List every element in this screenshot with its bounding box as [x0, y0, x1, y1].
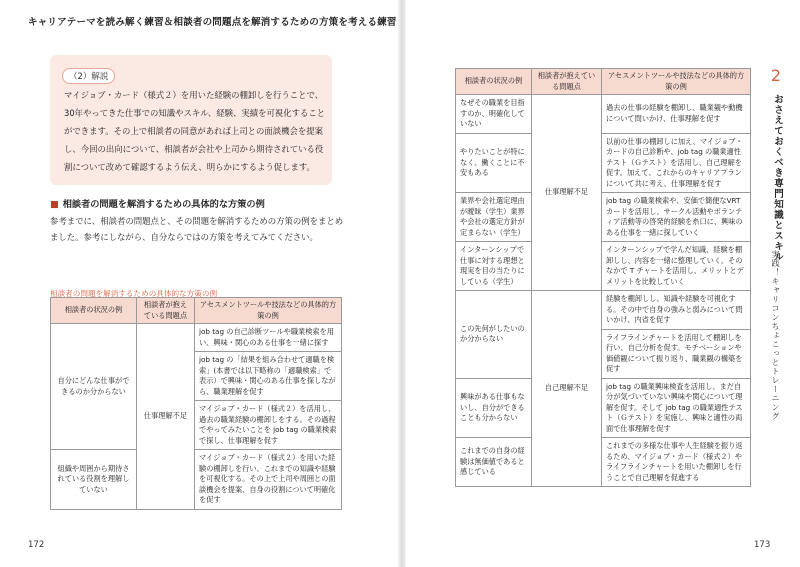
- square-bullet-icon: ■: [50, 199, 59, 210]
- explanation-text: マイジョブ・カード（様式２）を用いた経験の棚卸しを行うことで、30年やってきた仕事での知識やスキル、経験、実績を可視化することができます。その上で相談者の同意があれば上司との面談機会を提案し、今回の出向について、相談者が会社や上司から期待されている役割について改めて確認するよう伝え、明らかにするよう促します。: [64, 90, 326, 172]
- strategy-table-left: [50, 297, 342, 510]
- measure-cell: ライフラインチャートを活用して棚卸しを行い、自己分析を促す。モチベーションや価値観について振り返り、職業観の構築を促す: [602, 329, 751, 378]
- book-gutter: [398, 0, 406, 567]
- situation-cell: 自分にどんな仕事ができるのか分からない: [51, 324, 137, 450]
- measure-cell: job tag の職業検索や、安価で簡便なVRT カードを活用し、サークル活動やボランティア活動等の啓発的経験を糸口に、興味のある仕事を一緒に探していく: [602, 193, 751, 242]
- measure-cell: マイジョブ・カード（様式２）を活用し、過去の職業経験の棚卸しをする。その過程でやってみたいことを job tag の職業検索で探し、仕事理解を促す: [195, 401, 342, 450]
- situation-cell: 興味がある仕事もないし、自分ができることも分からない: [456, 378, 532, 438]
- problem-cell: 仕事理解不足: [532, 95, 602, 291]
- table-header: 相談者が抱えている問題点: [137, 298, 195, 324]
- section-heading: [50, 196, 265, 210]
- situation-cell: なぜその職業を目指すのか、明確化していない: [456, 95, 532, 134]
- problem-cell: 仕事理解不足: [137, 324, 195, 510]
- chapter-side-subtitle: 実践！キャリコンちょこっとトレーニング: [771, 250, 780, 421]
- table-header: 相談者の状況の例: [456, 69, 532, 95]
- measure-cell: 経験を棚卸しし、知識や経験を可視化する。その中で自身の強みと弱みについて問いかけ、内省を促す: [602, 291, 751, 330]
- measure-cell: job tag の職業興味検査を活用し、まだ自分が気づいていない興味や関心について理解を促す。そして job tag の職業適性テスト（Ｇテスト）を実施し、興味と適性の両面で仕事理解を促す: [602, 378, 751, 438]
- strategy-table-right: [455, 68, 751, 487]
- section-heading-text: 相談者の問題を解消するための具体的な方策の例: [62, 199, 265, 210]
- situation-cell: やりたいことが特になく、働くことに不安もある: [456, 133, 532, 193]
- measure-cell: job tag の「結果を組み合わせて適職を検索」(本書では以下略称の「適職検索」で表示）で興味・関心のある仕事を探しながら、職業理解を促す: [195, 352, 342, 401]
- problem-cell: 自己理解不足: [532, 291, 602, 487]
- section-text: 参考までに、相談者の問題点と、その問題を解消するための方策の例をまとめました。参考にしながら、自分ならではの方策を考えてみてください。: [50, 216, 344, 242]
- table-header: 相談者の状況の例: [51, 298, 137, 324]
- chapter-side-title: おさえておくべき専門知識とスキル: [772, 94, 783, 262]
- measure-cell: 以前の仕事の棚卸しに加え、マイジョブ・カードの自己診断や、job tag の職業適性テスト（Ｇテスト）を活用し、自己理解を促す。加えて、これからのキャリアプランについて共に考え、仕事理解を促す: [602, 133, 751, 193]
- situation-cell: 業界や会社選定理由が曖昧（学生）業界や会社の選定方針が定まらない（学生）: [456, 193, 532, 242]
- chapter-number: 2: [770, 66, 782, 85]
- running-head: キャリアテーマを読み解く練習＆相談者の問題点を解消するための方策を考える練習: [28, 17, 397, 28]
- situation-cell: インターンシップで仕事に対する理想と現実を目の当たりにしている（学生）: [456, 242, 532, 291]
- table-header: アセスメントツールや技法などの具体的方策の例: [195, 298, 342, 324]
- table-caption: 相談者の問題を解消するための具体的な方策の例: [50, 289, 218, 298]
- situation-cell: これまでの自身の経験は無価値であると感じている: [456, 438, 532, 487]
- table-header: アセスメントツールや技法などの具体的方策の例: [602, 69, 751, 95]
- page-number-left: 172: [28, 540, 45, 550]
- left-page: [0, 0, 398, 567]
- page-number-right: 173: [754, 540, 771, 550]
- table-header: 相談者が抱えている問題点: [532, 69, 602, 95]
- situation-cell: 組織や周囲から期待されている役割を理解していない: [51, 450, 137, 510]
- measure-cell: これまでの多様な仕事や人生経験を振り返るため、マイジョブ・カード（様式２）やライフラインチャートを用いた棚卸しを行うことで自己理解を促進する: [602, 438, 751, 487]
- measure-cell: job tag の自己診断ツールや職業検索を用い、興味・関心のある仕事を一緒に探す: [195, 324, 342, 352]
- measure-cell: インターンシップで学んだ知識、経験を棚卸しし、内容を一緒に整理していく。そのなかで T チャートを活用し、メリットとデメリットを比較していく: [602, 242, 751, 291]
- measure-cell: マイジョブ・カード（様式２）を用いた経験の棚卸しを行い、これまでの知識や経験を可視化する。その上で上司や周囲との面談機会を提案、自身の役割について明確化を促す: [195, 450, 342, 510]
- measure-cell: 過去の仕事の経験を棚卸し、職業観や動機について問いかけ、仕事理解を促す: [602, 95, 751, 134]
- explanation-label: （2）解説: [62, 68, 115, 84]
- situation-cell: この先何がしたいのか分からない: [456, 291, 532, 379]
